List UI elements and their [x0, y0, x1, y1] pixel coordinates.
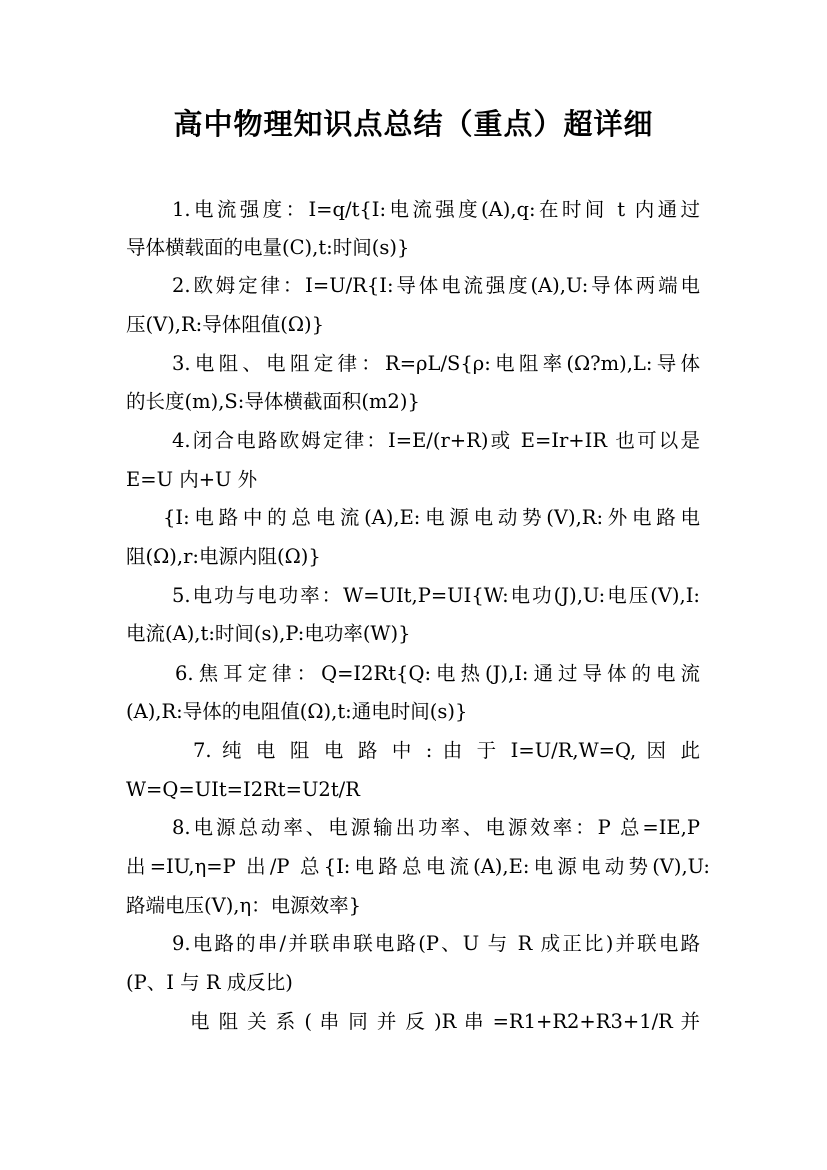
text-line-19: 路端电压(V),η：电源效率} [126, 894, 362, 917]
text-line-22: 电 阻 关 系 ( 串 同 并 反 )R 串 =R1+R2+R3+1/R 并 [190, 1010, 700, 1033]
text-line-20: 9.电路的串/并联串联电路(P、U 与 R 成正比)并联电路 [172, 932, 700, 955]
text-line-6: 的长度(m),S:导体横截面积(m2)} [126, 390, 420, 413]
text-line-15: 7. 纯 电 阻 电 路 中 : 由 于 I=U/R,W=Q, 因 此 [193, 739, 700, 762]
text-line-14: (A),R:导体的电阻值(Ω),t:通电时间(s)} [126, 700, 468, 723]
text-line-12: 电流(A),t:时间(s),P:电功率(W)} [126, 622, 411, 645]
text-line-18: 出=IU,η=P 出/P 总{I:电路总电流(A),E:电源电动势(V),U: [126, 855, 710, 878]
text-line-2: 导体横载面的电量(C),t:时间(s)} [126, 236, 410, 259]
text-line-1: 1.电流强度：I=q/t{I:电流强度(A),q:在时间 t 内通过 [172, 198, 700, 221]
text-line-7: 4.闭合电路欧姆定律：I=E/(r+R)或 E=Ir+IR 也可以是 [172, 429, 700, 452]
text-line-5: 3.电阻、电阻定律：R=ρL/S{ρ:电阻率(Ω?m),L:导体 [172, 352, 700, 375]
text-line-9: {I:电路中的总电流(A),E:电源电动势(V),R:外电路电 [163, 506, 700, 529]
document-title: 高中物理知识点总结（重点）超详细 [173, 107, 654, 141]
text-line-11: 5.电功与电功率：W=UIt,P=UI{W:电功(J),U:电压(V),I: [172, 584, 700, 607]
text-line-21: (P、I 与 R 成反比) [126, 971, 293, 994]
text-line-13: 6.焦耳定律：Q=I2Rt{Q:电热(J),I:通过导体的电流 [175, 662, 700, 685]
text-line-10: 阻(Ω),r:电源内阻(Ω)} [126, 545, 321, 568]
text-line-17: 8.电源总动率、电源输出功率、电源效率：P 总=IE,P [172, 816, 700, 839]
text-line-8: E=U 内+U 外 [126, 468, 258, 491]
text-line-16: W=Q=UIt=I2Rt=U2t/R [126, 778, 360, 801]
text-line-3: 2.欧姆定律：I=U/R{I:导体电流强度(A),U:导体两端电 [172, 274, 700, 297]
text-line-4: 压(V),R:导体阻值(Ω)} [126, 313, 325, 336]
